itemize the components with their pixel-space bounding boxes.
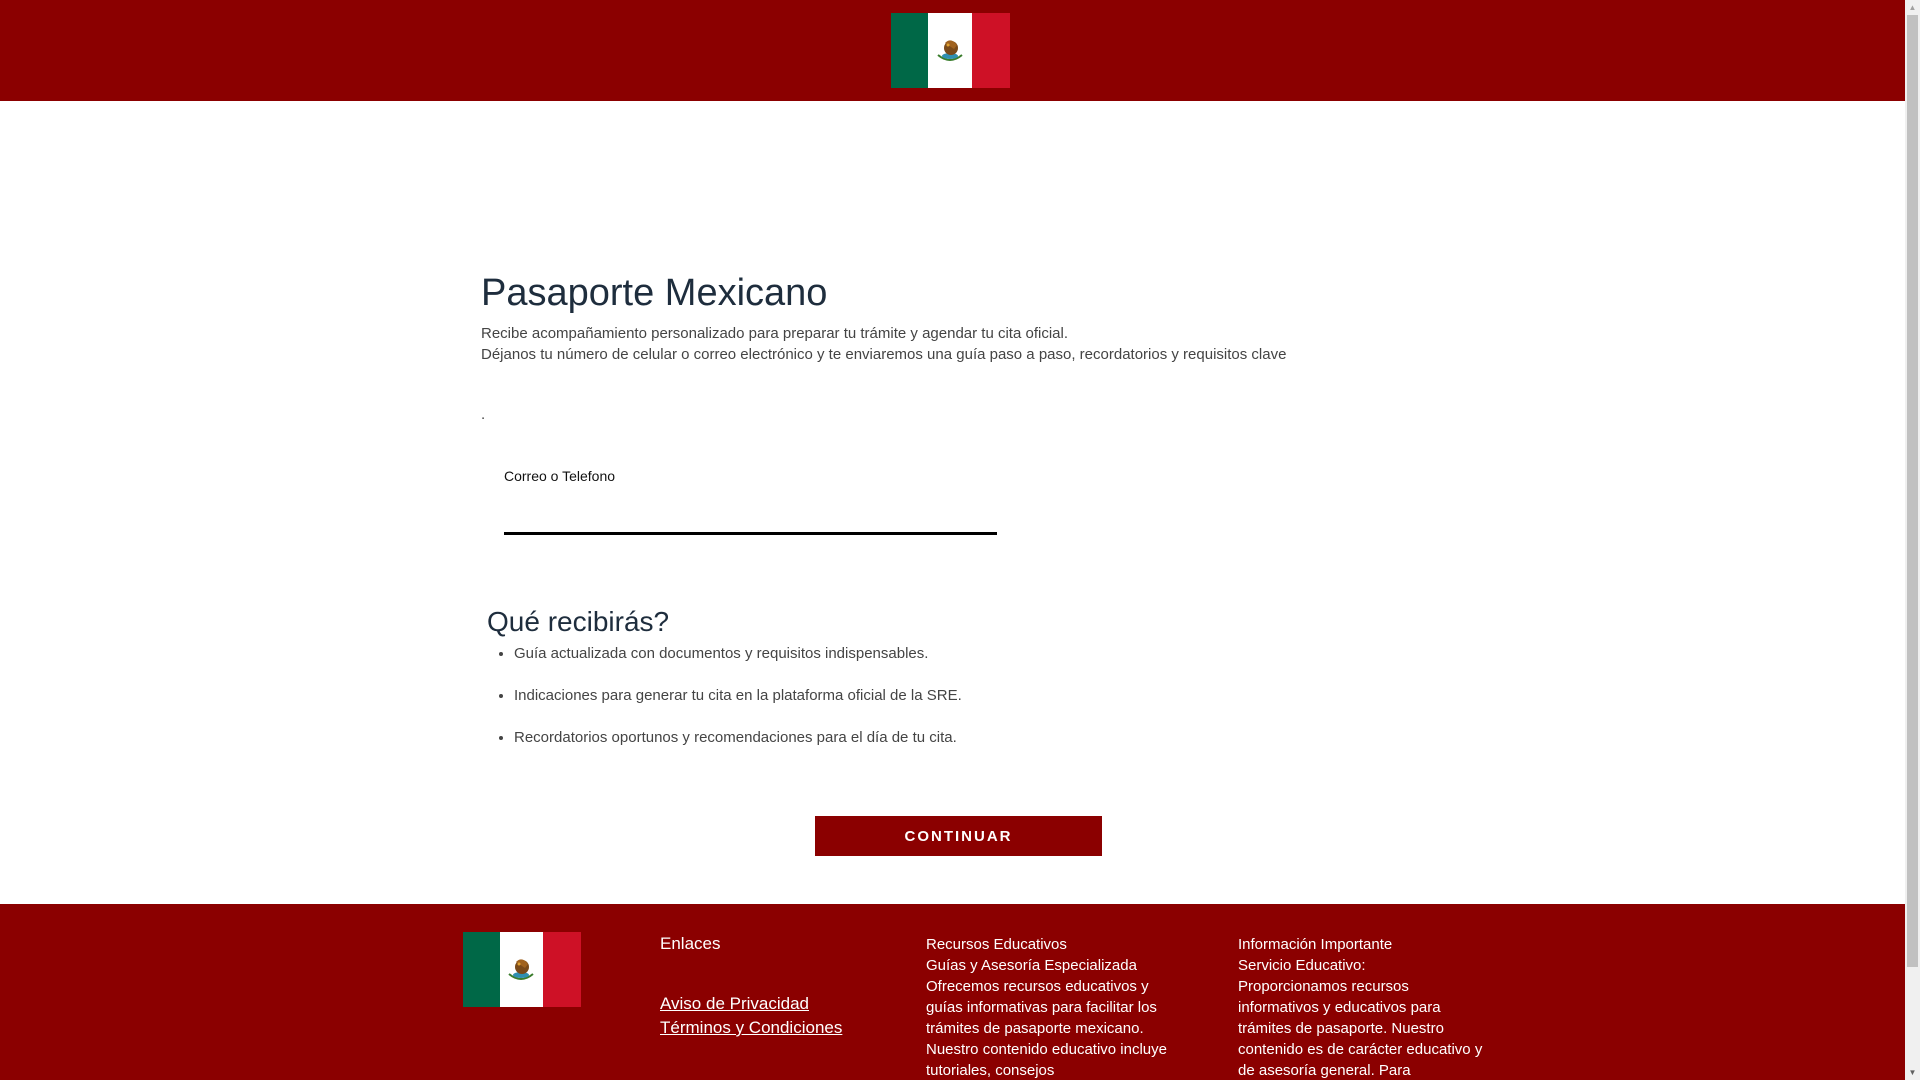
site-footer [0, 904, 1905, 1080]
eagle-emblem-icon [935, 37, 965, 65]
footer-col-text: Ofrecemos recursos educativos y guías informativas para facilitar los trámites de pasaporte mexicano. Nuestro contenido educativo incluye tutoriales, consejos [926, 978, 1167, 1079]
intro-line: Déjanos tu número de celular o correo electrónico y te enviaremos una guía paso a paso, recordatorios y requisitos clave [481, 346, 1287, 363]
footer-important-info [1238, 934, 1488, 1080]
vertical-scrollbar[interactable] [1905, 0, 1920, 1080]
scroll-down-arrow-icon[interactable]: ▼ [1908, 1068, 1917, 1077]
footer-col-text: Proporcionamos recursos informativos y educativos para trámites de pasaporte. Nuestro contenido es de carácter educativo y de asesoría general. Para [1238, 978, 1483, 1079]
footer-col-subheading: Servicio Educativo: [1238, 957, 1366, 974]
list-item: • Guía actualizada con documentos y requisitos indispensables. [514, 643, 962, 685]
footer-col-heading: Recursos Educativos [926, 936, 1067, 953]
list-item: • Indicaciones para generar tu cita en la plataforma oficial de la SRE. [514, 685, 962, 727]
page-title: Pasaporte Mexicano [481, 272, 828, 314]
mexican-flag-footer-logo [463, 932, 581, 1007]
scroll-up-arrow-icon[interactable]: ▲ [1908, 3, 1917, 12]
footer-col-heading: Información Importante [1238, 936, 1393, 953]
terms-link[interactable]: Términos y Condiciones [660, 1018, 843, 1037]
list-item: • Recordatorios oportunos y recomendaciones para el día de tu cita. [514, 727, 962, 769]
mexican-flag-logo [891, 13, 1010, 88]
footer-links-heading: Enlaces [660, 934, 721, 953]
intro-line: Recibe acompañamiento personalizado para preparar tu trámite y agendar tu cita oficial. [481, 325, 1068, 342]
continue-button[interactable]: CONTINUAR [815, 816, 1102, 856]
contact-input[interactable] [504, 494, 997, 535]
footer-links [660, 992, 842, 1040]
benefits-list [487, 643, 962, 769]
privacy-notice-link[interactable]: Aviso de Privacidad [660, 994, 809, 1013]
site-header [0, 0, 1905, 101]
footer-col-subheading: Guías y Asesoría Especializada [926, 957, 1137, 974]
benefits-heading: Qué recibirás? [487, 606, 670, 637]
footer-educational-resources [926, 934, 1171, 1080]
intro-text [481, 323, 1286, 365]
stray-dot: . [481, 406, 486, 423]
scrollbar-thumb[interactable] [1907, 15, 1918, 967]
eagle-emblem-icon [506, 956, 536, 984]
contact-field-label: Correo o Telefono [504, 468, 616, 484]
